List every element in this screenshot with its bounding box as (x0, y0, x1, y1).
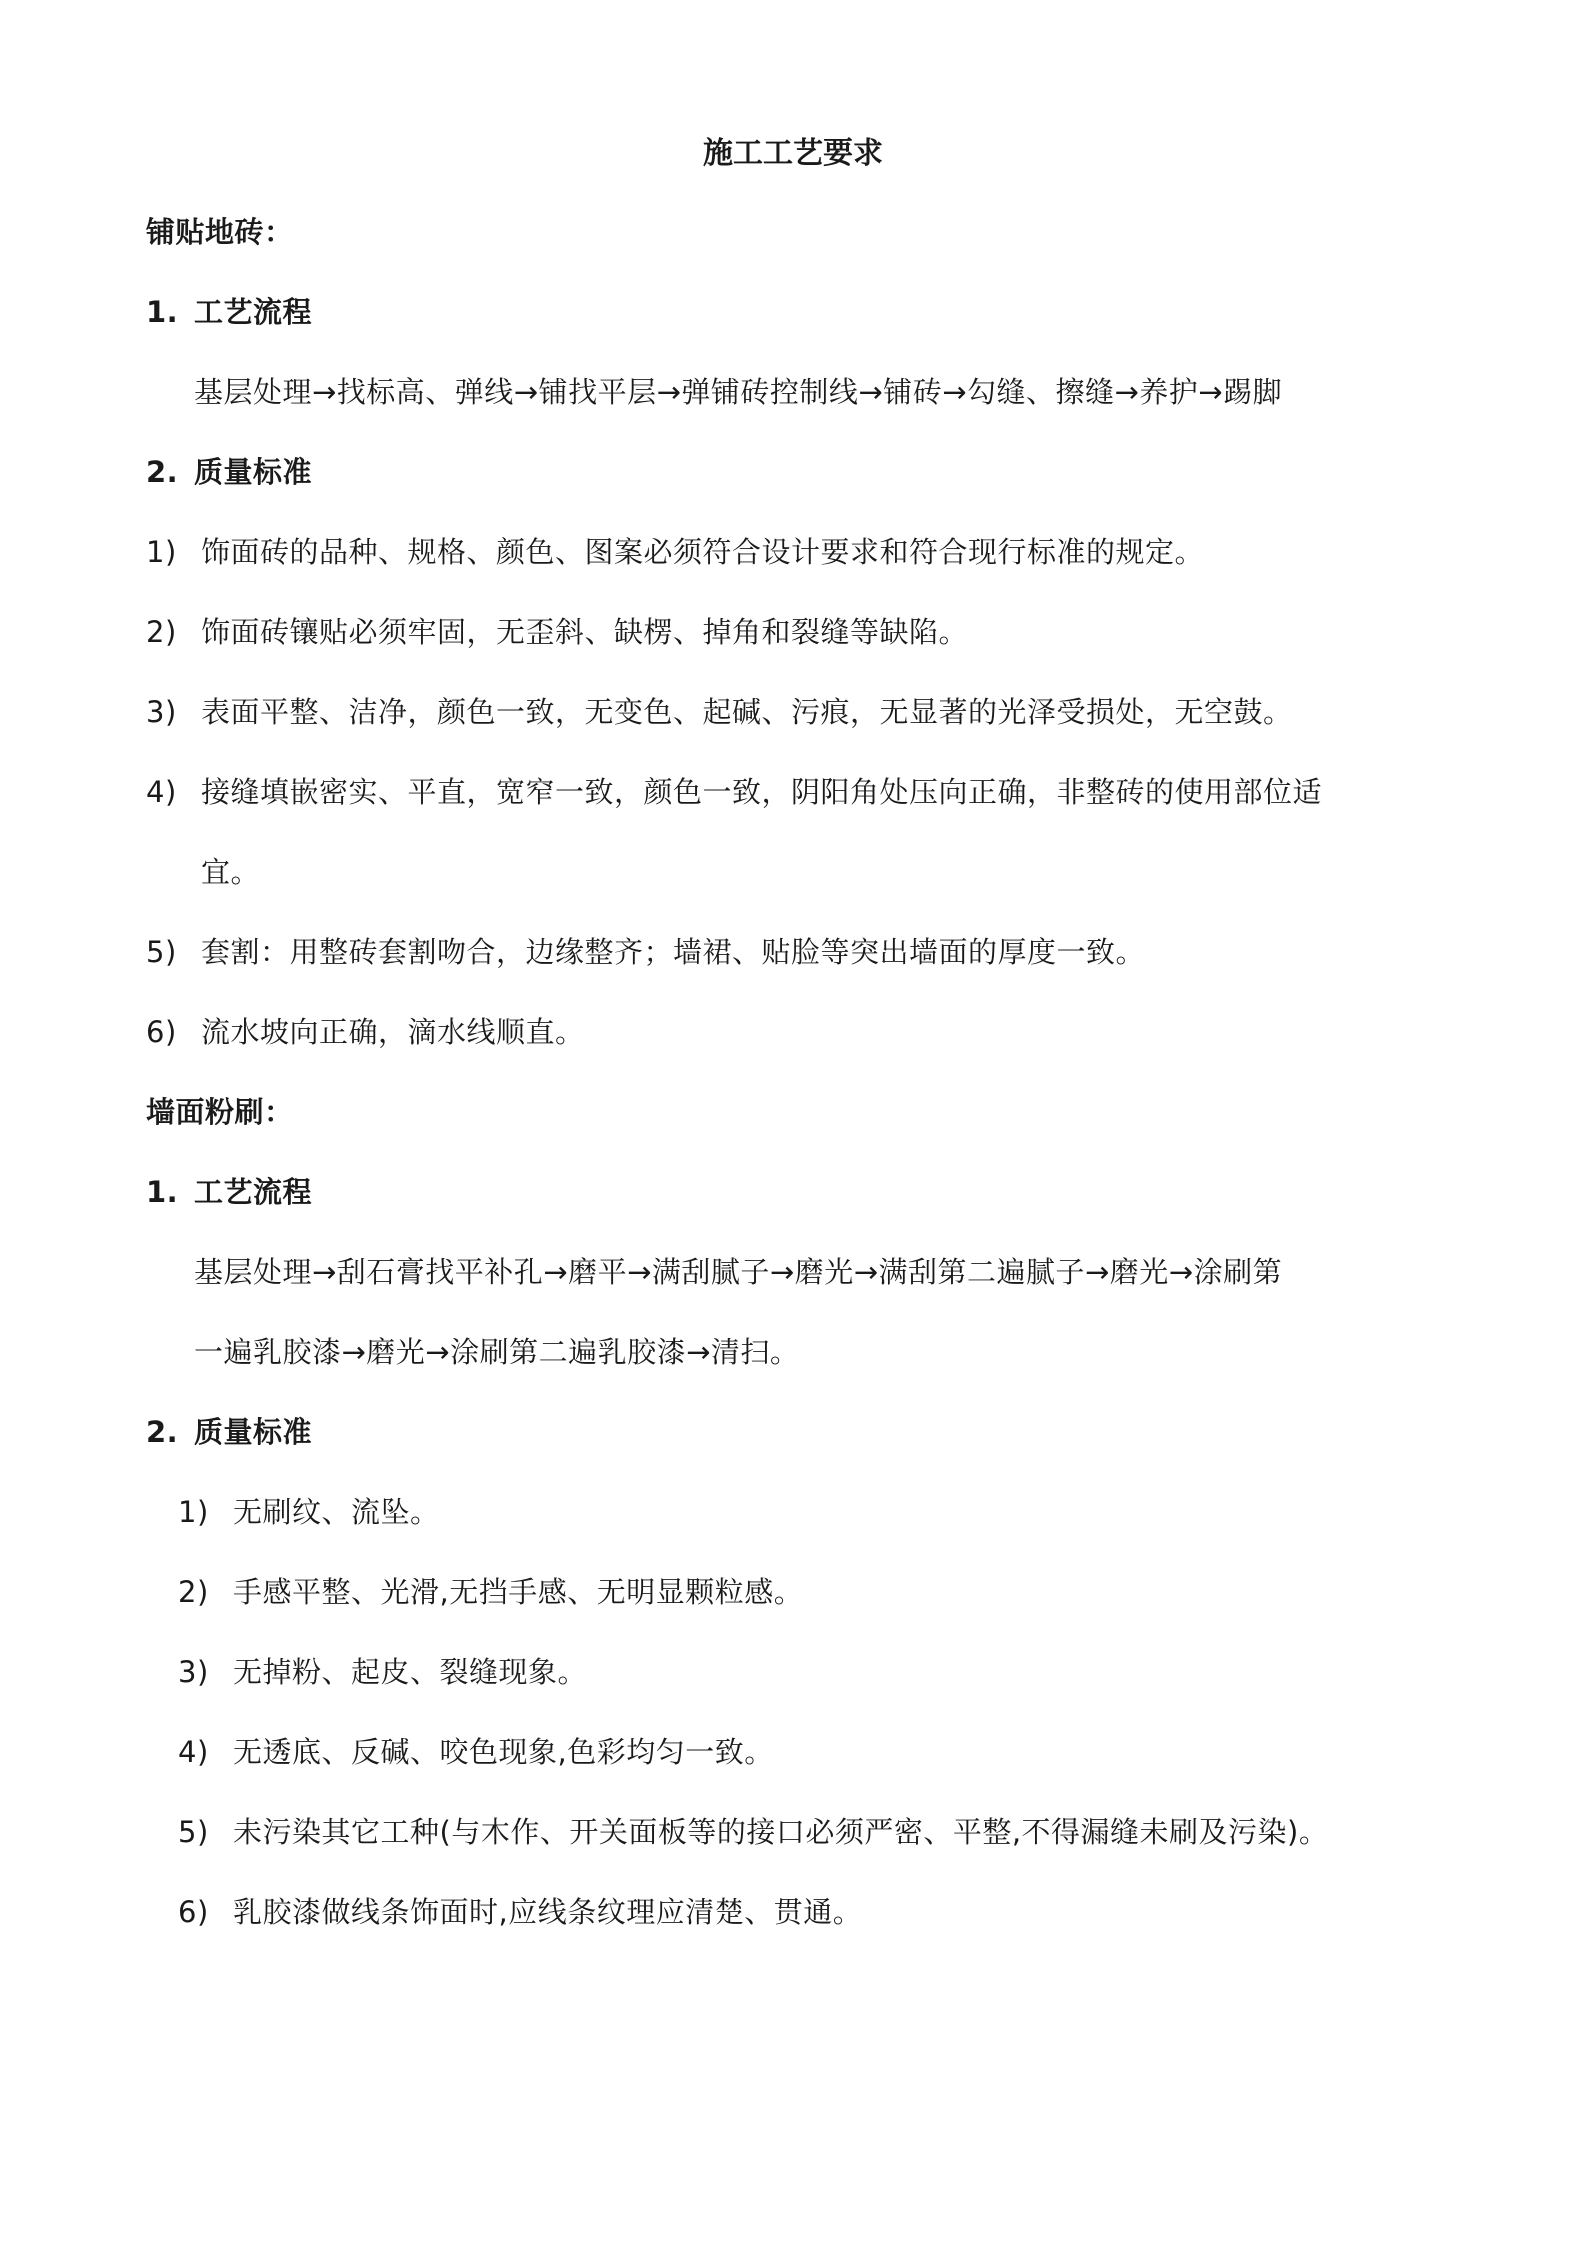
list-item (178, 1812, 1328, 1852)
list-item (178, 1892, 862, 1932)
list-item-number: 5) (146, 935, 177, 969)
process-heading (146, 1172, 312, 1212)
process-flow-line: 基层处理→找标高、弹线→铺找平层→弹铺砖控制线→铺砖→勾缝、擦缝→养护→踢脚 (194, 375, 1283, 409)
list-item (178, 1572, 803, 1612)
list-item-text: 饰面砖的品种、规格、颜色、图案必须符合设计要求和符合现行标准的规定。 (201, 535, 1205, 569)
list-item-text: 饰面砖镶贴必须牢固，无歪斜、缺楞、掉角和裂缝等缺陷。 (201, 615, 969, 649)
process-label: 工艺流程 (194, 1175, 313, 1209)
list-item (178, 1492, 440, 1532)
page-title: 施工工艺要求 (703, 136, 883, 171)
list-item-text: 套割：用整砖套割吻合，边缘整齐；墙裙、贴脸等突出墙面的厚度一致。 (201, 935, 1146, 969)
process-flow-line: 基层处理→刮石膏找平补孔→磨平→满刮腻子→磨光→满刮第二遍腻子→磨光→涂刷第 (194, 1255, 1283, 1289)
list-item-continuation: 宜。 (201, 855, 261, 889)
quality-number: 2. (146, 455, 179, 489)
list-item (146, 692, 1293, 732)
list-item-text: 无掉粉、起皮、裂缝现象。 (233, 1655, 588, 1689)
list-item-text: 未污染其它工种(与木作、开关面板等的接口必须严密、平整,不得漏缝未刷及污染)。 (233, 1815, 1329, 1849)
list-item (146, 772, 1322, 812)
quality-heading (146, 1412, 312, 1452)
list-item (178, 1732, 774, 1772)
list-item-number: 4) (146, 775, 177, 809)
list-item-number: 3) (146, 695, 177, 729)
list-item-number: 3) (178, 1655, 209, 1689)
quality-label: 质量标准 (194, 455, 313, 489)
list-item (146, 932, 1145, 972)
section-heading-floor-tiles: 铺贴地砖： (146, 215, 294, 249)
list-item-number: 6) (146, 1015, 177, 1049)
list-item-text: 乳胶漆做线条饰面时,应线条纹理应清楚、贯通。 (233, 1895, 863, 1929)
quality-heading (146, 452, 312, 492)
list-item-number: 5) (178, 1815, 209, 1849)
process-number: 1. (146, 1175, 179, 1209)
list-item-number: 1) (178, 1495, 209, 1529)
list-item-number: 2) (178, 1575, 209, 1609)
list-item-number: 2) (146, 615, 177, 649)
list-item (146, 1012, 585, 1052)
list-item-number: 1) (146, 535, 177, 569)
process-number: 1. (146, 295, 179, 329)
list-item-text: 无刷纹、流坠。 (233, 1495, 440, 1529)
section-heading-wall-painting: 墙面粉刷： (146, 1095, 294, 1129)
list-item-number: 4) (178, 1735, 209, 1769)
process-heading (146, 292, 312, 332)
quality-label: 质量标准 (194, 1415, 313, 1449)
quality-number: 2. (146, 1415, 179, 1449)
list-item-text: 手感平整、光滑,无挡手感、无明显颗粒感。 (233, 1575, 804, 1609)
list-item-text: 表面平整、洁净，颜色一致，无变色、起碱、污痕，无显著的光泽受损处，无空鼓。 (201, 695, 1293, 729)
list-item-number: 6) (178, 1895, 209, 1929)
list-item-text: 接缝填嵌密实、平直，宽窄一致，颜色一致，阴阳角处压向正确，非整砖的使用部位适 (201, 775, 1323, 809)
list-item-text: 无透底、反碱、咬色现象,色彩均匀一致。 (233, 1735, 774, 1769)
list-item (146, 612, 968, 652)
process-flow-line: 一遍乳胶漆→磨光→涂刷第二遍乳胶漆→清扫。 (194, 1335, 800, 1369)
list-item (146, 532, 1204, 572)
list-item-text: 流水坡向正确，滴水线顺直。 (201, 1015, 585, 1049)
process-label: 工艺流程 (194, 295, 313, 329)
list-item (178, 1652, 587, 1692)
